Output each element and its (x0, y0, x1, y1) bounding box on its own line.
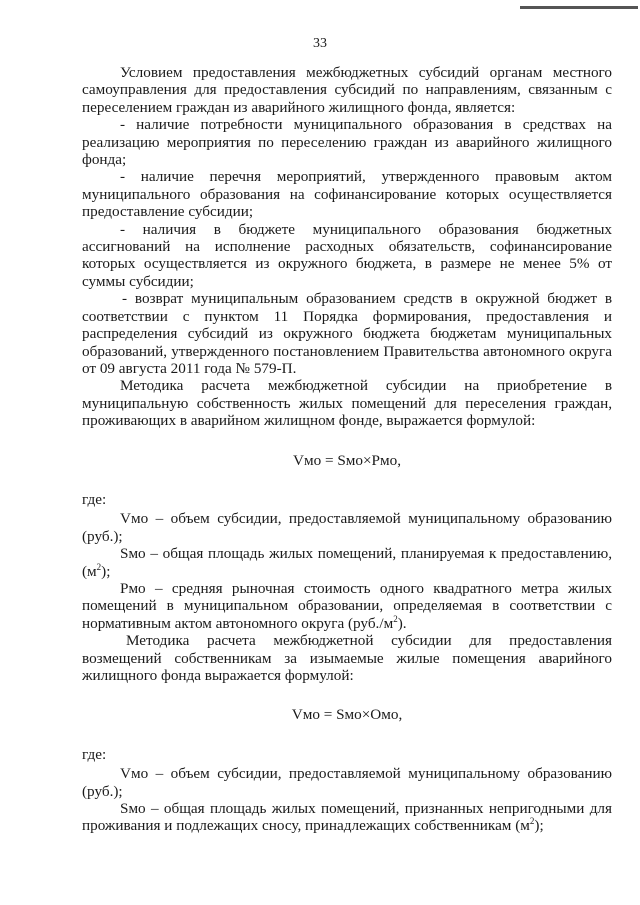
where-label-2: где: (82, 745, 107, 763)
page-number: 33 (313, 36, 327, 51)
definition-s-1-sup: 2 (96, 561, 102, 572)
definition-s-2-text: Sмо – общая площадь жилых помещений, признанных непригодными для проживания и подлежащих сносу, принадлежащих собственникам (м (82, 800, 612, 835)
document-body (82, 64, 612, 835)
definition-p-1-sup: 2 (393, 613, 398, 624)
definition-s-1-text: Sмо – общая площадь жилых помещений, планируемая к предоставлению, (м (82, 545, 612, 580)
where-label-1: где: (82, 490, 107, 508)
definition-p-1 (82, 580, 612, 632)
definition-p-1-text: Pмо – средняя рыночная стоимость одного квадратного метра жилых помещений в муниципальном образовании, определяемая в соответствии с нормативным актом автономного округа (руб./м (82, 579, 612, 632)
condition-2: - наличие перечня мероприятий, утвержденного правовым актом муниципального образования на софинансирование которых осуществляется предоставление субсидии; (82, 168, 612, 221)
definition-s-2-sup: 2 (529, 816, 535, 827)
definition-s-2-end: ); (534, 817, 544, 835)
condition-1: - наличие потребности муниципального образования в средствах на реализацию мероприятия по переселению граждан из аварийного жилищного фонда; (82, 116, 612, 169)
intro-paragraph: Условием предоставления межбюджетных субсидий органам местного самоуправления для предоставления субсидий по направлениям, связанным с переселением граждан из аварийного жилищного фонда, является: (82, 64, 612, 116)
method-2-paragraph: Методика расчета межбюджетной субсидии для предоставления возмещений собственникам за изымаемые жилые помещения аварийного жилищного фонда выражается формулой: (82, 632, 612, 684)
scan-mark (520, 6, 638, 9)
definition-p-1-end: ). (397, 614, 407, 632)
condition-3: - наличия в бюджете муниципального образования бюджетных ассигнований на исполнение расходных обязательств, софинансирование которых осуществляется из окружного бюджета, в размере не менее 5% от суммы субсидии; (82, 220, 612, 290)
definition-s-2 (82, 800, 612, 835)
definition-s-1-end: ); (101, 562, 111, 580)
formula-2: Vмо = Sмо×Oмо, (291, 706, 403, 724)
definition-s-1 (82, 545, 612, 580)
condition-4: - возврат муниципальным образованием средств в окружной бюджет в соответствии с пунктом 11 Порядка формирования, предоставления и распределения субсидий из окружного бюджета бюджетам муниципальных образований, утвержденного постановлением Правительства автономного округа от 09 августа 2011 года № 579-П. (82, 290, 612, 377)
method-1-paragraph: Методика расчета межбюджетной субсидии на приобретение в муниципальную собственность жилых помещений для переселения граждан, проживающих в аварийном жилищном фонде, выражается формулой: (82, 377, 612, 430)
formula-1: Vмо = Sмо×Pмо, (293, 451, 401, 469)
definition-v-1: Vмо – объем субсидии, предоставляемой муниципальному образованию (руб.); (82, 510, 612, 545)
definition-v-2: Vмо – объем субсидии, предоставляемой муниципальному образованию (руб.); (82, 765, 612, 800)
